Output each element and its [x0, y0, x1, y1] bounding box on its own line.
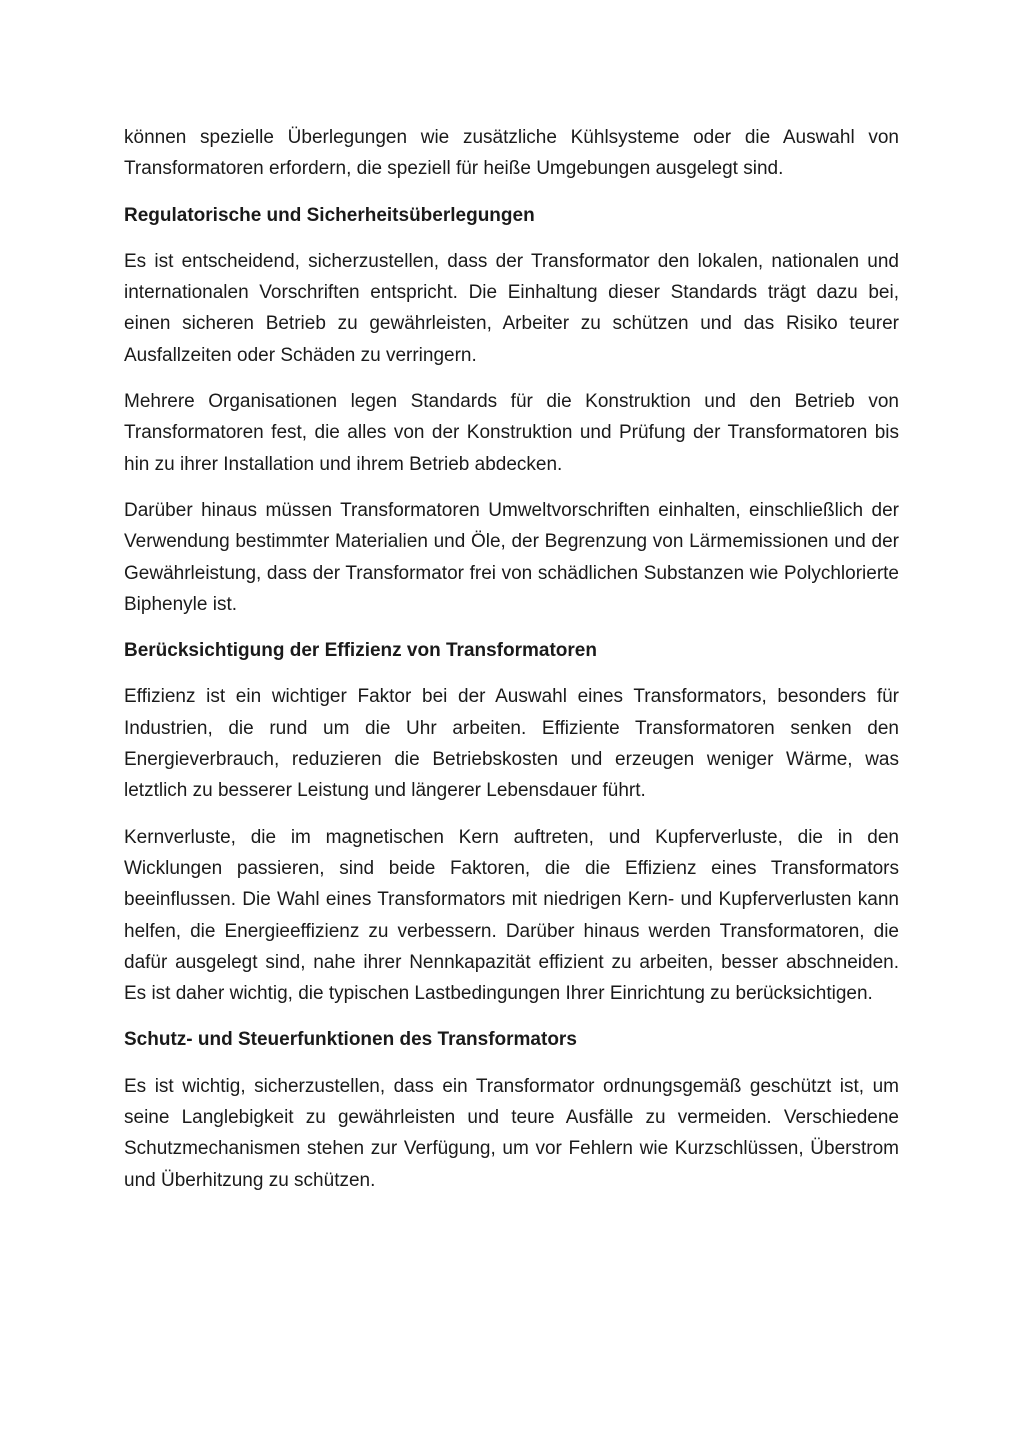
heading-protection-control: Schutz- und Steuerfunktionen des Transformators — [124, 1029, 577, 1051]
paragraph-protection: Es ist wichtig, sicherzustellen, dass ein Transformator ordnungsgemäß geschützt ist, um seine Langlebigkeit zu gewährleisten und teure Ausfälle zu vermeiden. Verschiedene Schutzmechanismen stehen zur Verfügung, um vor Fehlern wie Kurzschlüssen, Überstrom und Überhitzung zu schützen. — [124, 1075, 899, 1191]
paragraph-regulations: Es ist entscheidend, sicherzustellen, dass der Transformator den lokalen, nationalen und internationalen Vorschriften entspricht. Die Einhaltung dieser Standards trägt dazu bei, einen sicheren Betrieb zu gewährleisten, Arbeiter zu schützen und das Risiko teurer Ausfallzeiten oder Schäden zu verringern. — [124, 250, 899, 366]
paragraph-environmental: Darüber hinaus müssen Transformatoren Umweltvorschriften einhalten, einschließlich der Verwendung bestimmter Materialien und Öle, der Begrenzung von Lärmemissionen und der Gewährleistung, dass der Transformator frei von schädlichen Substanzen wie Polychlorierte Biphenyle ist. — [124, 499, 899, 615]
paragraph-organizations: Mehrere Organisationen legen Standards für die Konstruktion und den Betrieb von Transformatoren fest, die alles von der Konstruktion und Prüfung der Transformatoren bis hin zu ihrer Installation und ihrem Betrieb abdecken. — [124, 391, 899, 475]
document-page — [124, 122, 899, 1211]
heading-efficiency: Berücksichtigung der Effizienz von Transformatoren — [124, 640, 597, 662]
paragraph-cooling-continued: können spezielle Überlegungen wie zusätzliche Kühlsysteme oder die Auswahl von Transformatoren erfordern, die speziell für heiße Umgebungen ausgelegt sind. — [124, 127, 899, 180]
paragraph-losses: Kernverluste, die im magnetischen Kern auftreten, und Kupferverluste, die in den Wicklungen passieren, sind beide Faktoren, die die Effizienz eines Transformators beeinflussen. Die Wahl eines Transformators mit niedrigen Kern- und Kupferverlusten kann helfen, die Energieeffizienz zu verbessern. Darüber hinaus werden Transformatoren, die dafür ausgelegt sind, nahe ihrer Nennkapazität effizient zu arbeiten, besser abschneiden. Es ist daher wichtig, die typischen Lastbedingungen Ihrer Einrichtung zu berücksichtigen. — [124, 826, 899, 1005]
paragraph-efficiency-intro: Effizienz ist ein wichtiger Faktor bei der Auswahl eines Transformators, besonders für Industrien, die rund um die Uhr arbeiten. Effiziente Transformatoren senken den Energieverbrauch, reduzieren die Betriebskosten und erzeugen weniger Wärme, was letztlich zu besserer Leistung und längerer Lebensdauer führt. — [124, 686, 899, 802]
heading-regulatory-safety: Regulatorische und Sicherheitsüberlegungen — [124, 204, 535, 226]
